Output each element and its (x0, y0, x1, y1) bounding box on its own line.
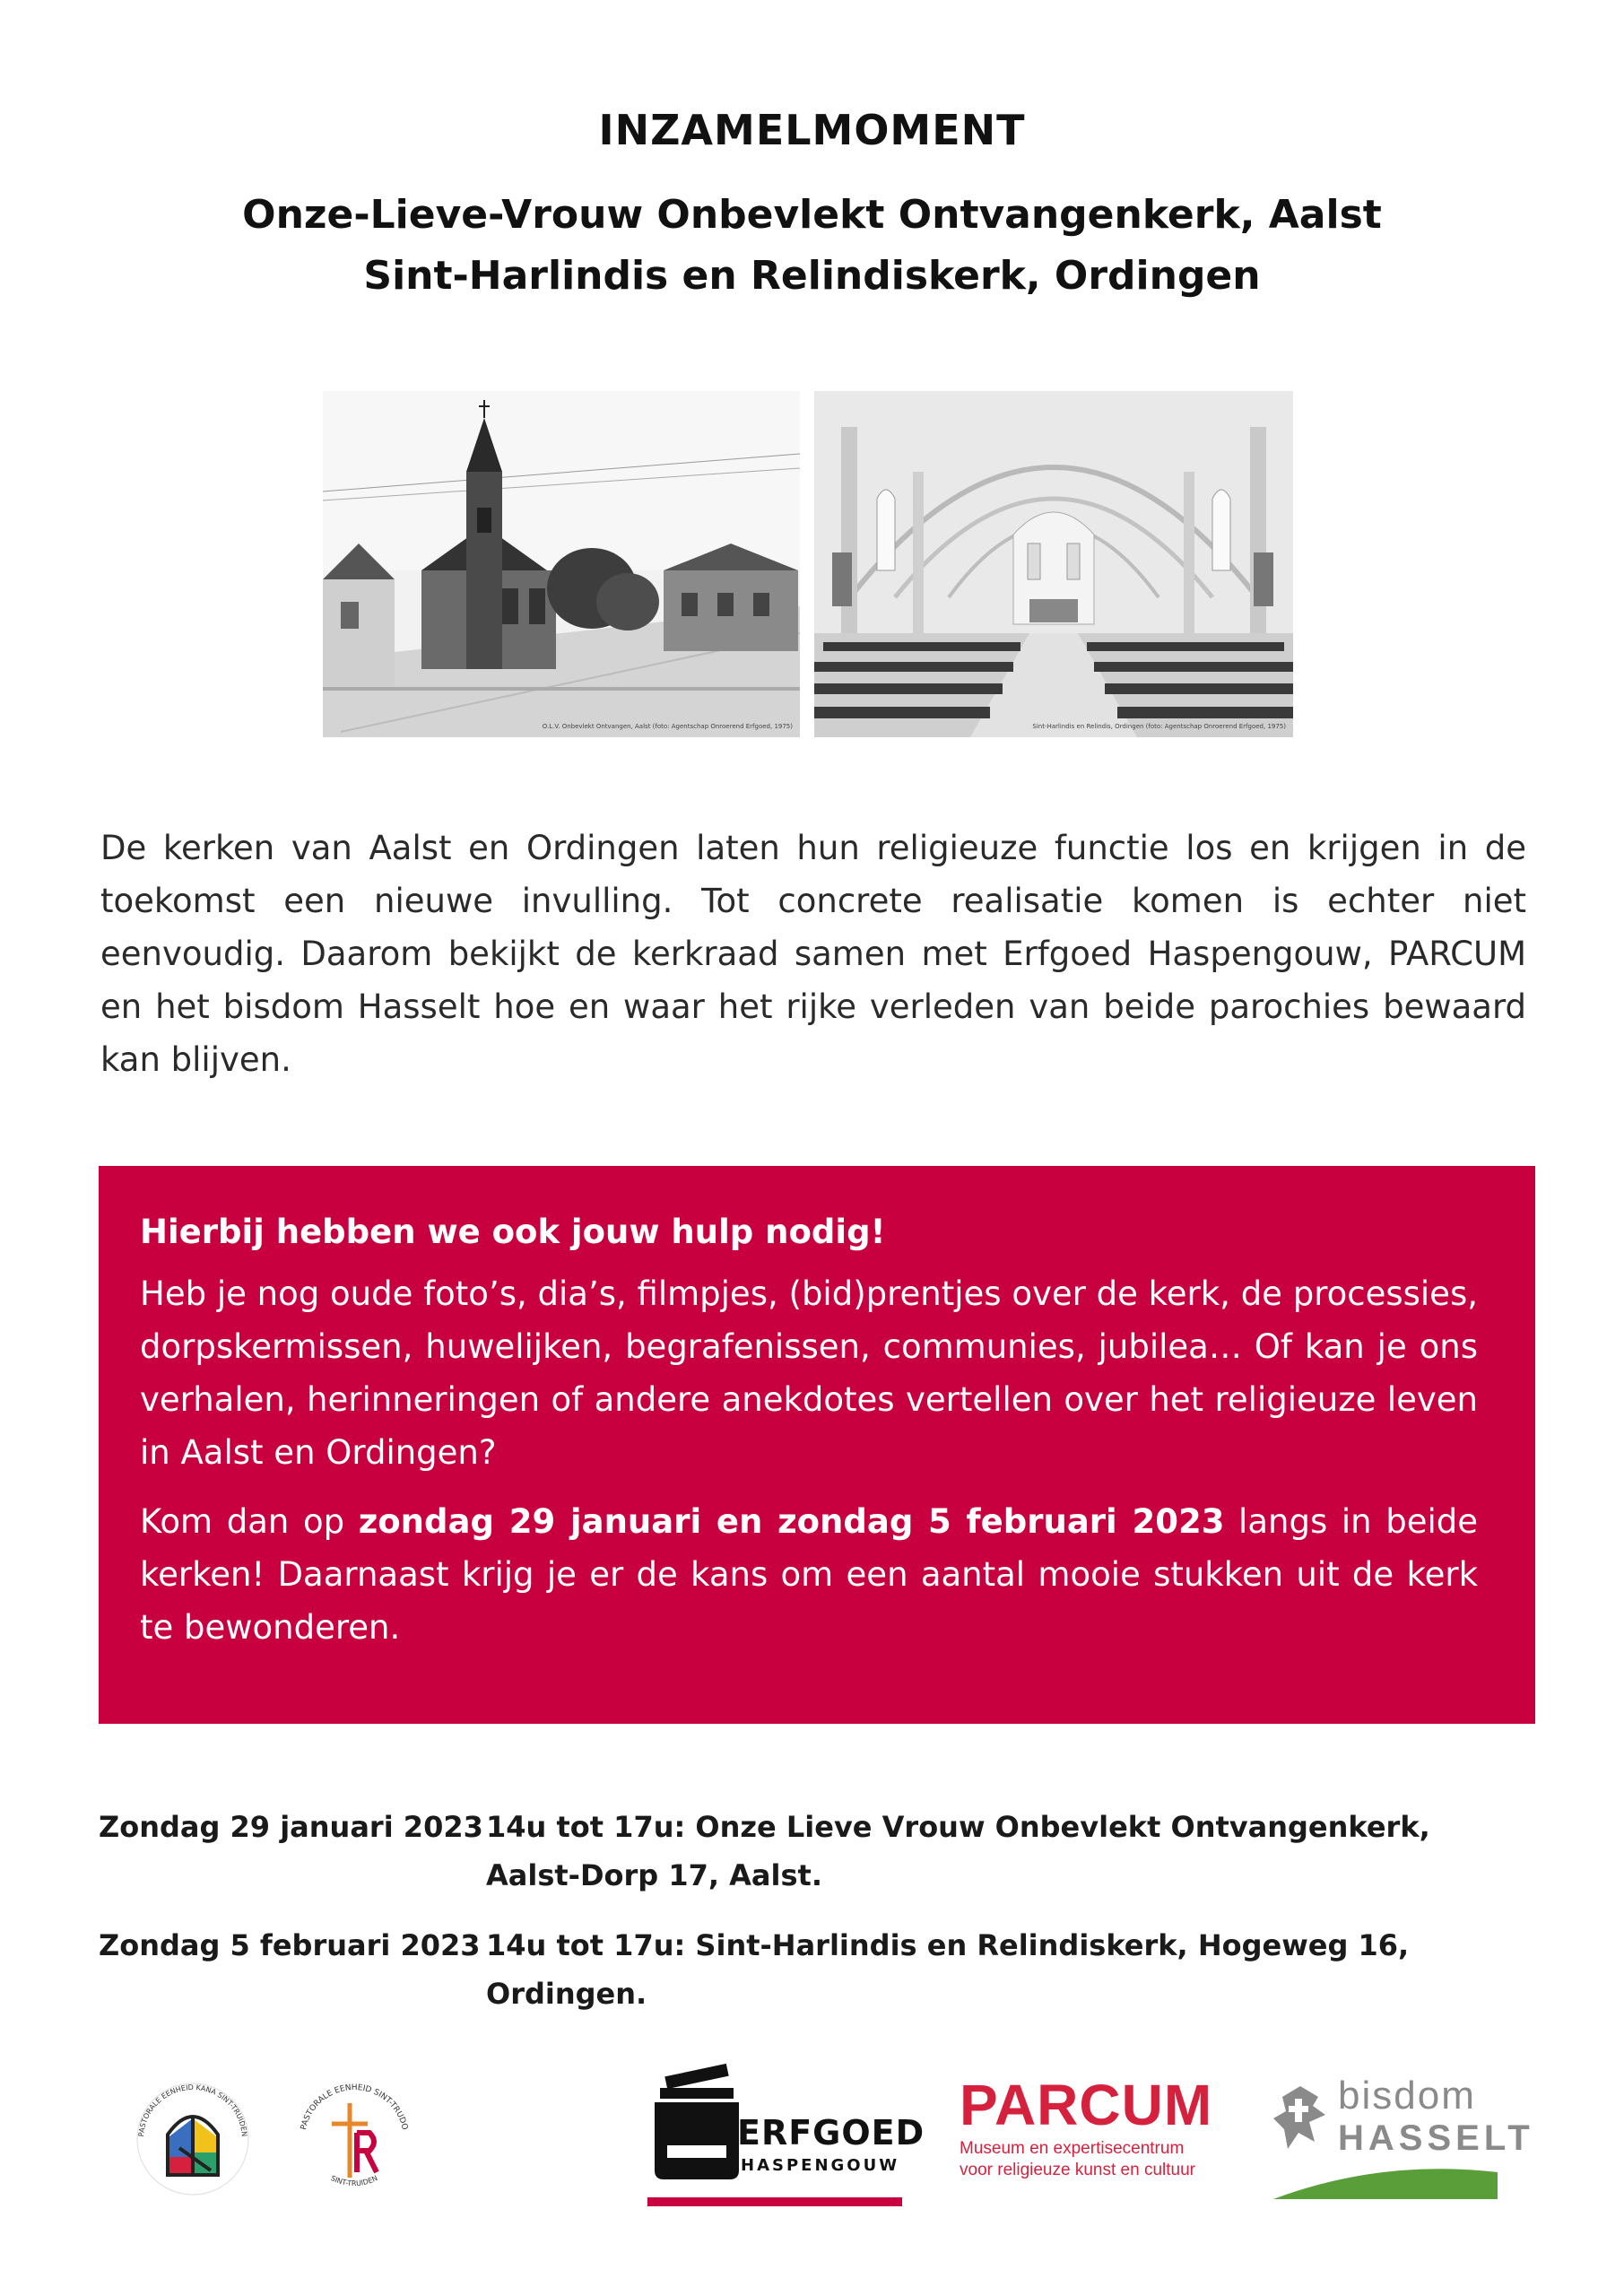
schedule-row (99, 1921, 1533, 2018)
sint-trudo-emblem-icon (287, 2072, 421, 2206)
kana-logo (126, 2072, 260, 2206)
erfgoed-underline (647, 2197, 902, 2206)
parcum-tagline-2: voor religieuze kunst en cultuur (960, 2161, 1195, 2179)
schedule-date: Zondag 29 januari 2023 (99, 1810, 483, 1844)
parcum-tagline-1: Museum en expertisecentrum (960, 2139, 1185, 2158)
callout-dates: zondag 29 januari en zondag 5 februari 2023 (358, 1502, 1225, 1541)
bisdom-emblem-icon (1273, 2079, 1336, 2169)
callout-paragraph-1: Heb je nog oude foto’s, dia’s, filmpjes, (bid)prentjes over de kerk, de processies, dorpskermissen, huwelijken, begrafenissen, communies, jubilea… Of kan je ons verhalen, herinneringen of andere anekdotes vertellen over het religieuze leven in Aalst en Ordingen? (140, 1274, 1478, 1472)
kana-emblem-icon (126, 2072, 260, 2206)
svg-text:SINT-TRUIDEN (329, 2174, 378, 2187)
trudo-ring-text: PASTORALE EENHEID SINT-TRUDO (300, 2083, 410, 2131)
church-exterior-photo (323, 391, 800, 737)
callout-p2-pre: Kom dan op (140, 1502, 359, 1541)
green-hill-icon (1273, 2163, 1498, 2199)
page-title: INZAMELMOMENT (598, 106, 1026, 154)
erfgoed-word: ERFGOED (737, 2113, 925, 2152)
subtitle-line-2: Sint-Harlindis en Relindiskerk, Ordingen (363, 253, 1261, 299)
erfgoed-haspengouw-logo (647, 2063, 925, 2215)
schedule-row (99, 1803, 1533, 1900)
sint-trudo-logo (287, 2072, 421, 2206)
church-interior-photo (814, 391, 1293, 737)
photo-strip (323, 391, 1293, 737)
bisdom-hasselt-logo (1273, 2074, 1534, 2208)
parcum-word: PARCUM (960, 2073, 1213, 2137)
subtitle-line-1: Onze-Lieve-Vrouw Onbevlekt Ontvangenkerk, Aalst (242, 192, 1382, 238)
erfgoed-sub: HASPENGOUW (741, 2156, 900, 2175)
hasselt-word: HASSELT (1338, 2118, 1534, 2158)
bisdom-word: bisdom (1338, 2074, 1476, 2118)
schedule (99, 1803, 1533, 2039)
callout-paragraph-2 (140, 1495, 1478, 1654)
parcum-logo (960, 2072, 1211, 2206)
callout-heading: Hierbij hebben we ook jouw hulp nodig! (140, 1213, 886, 1251)
intro-paragraph: De kerken van Aalst en Ordingen laten hun religieuze functie los en krijgen in de toekomst een nieuwe invulling. Tot concrete realisatie komen is echter niet eenvoudig. Daarom bekijkt de kerkraad samen met Erfgoed Haspengouw, PARCUM en het bisdom Hasselt hoe en waar het rijke verleden van beide parochies bewaard kan blijven. (100, 829, 1526, 1079)
church-exterior-image (323, 391, 800, 737)
page-subtitle (0, 185, 1624, 307)
right-photo-caption: Sint-Harlindis en Relindis, Ordingen (foto: Agentschap Onroerend Erfgoed, 1975) (1032, 723, 1286, 730)
left-photo-caption: O.L.V. Onbevlekt Ontvangen, Aalst (foto: Agentschap Onroerend Erfgoed, 1975) (542, 723, 793, 730)
schedule-date: Zondag 5 februari 2023 (99, 1928, 481, 1962)
schedule-info: 14u tot 17u: Onze Lieve Vrouw Onbevlekt Ontvangenkerk, Aalst-Dorp 17, Aalst. (486, 1810, 1430, 1892)
help-callout (99, 1166, 1535, 1724)
trudo-bottom-text: SINT-TRUIDEN (329, 2173, 379, 2188)
logo-strip (0, 2054, 1624, 2233)
kana-ring-text: PASTORALE EENHEID KANA SINT-TRUIDEN (137, 2083, 248, 2137)
title-block (0, 106, 1624, 307)
schedule-info: 14u tot 17u: Sint-Harlindis en Relindiskerk, Hogeweg 16, Ordingen. (486, 1928, 1410, 2011)
callout-p2-post: langs in beide kerken! Daarnaast krijg je er de kans om een aantal mooie stukken uit de kerk te bewonderen. (140, 1502, 1478, 1647)
jar-icon (647, 2063, 746, 2188)
church-interior-image (814, 391, 1293, 737)
